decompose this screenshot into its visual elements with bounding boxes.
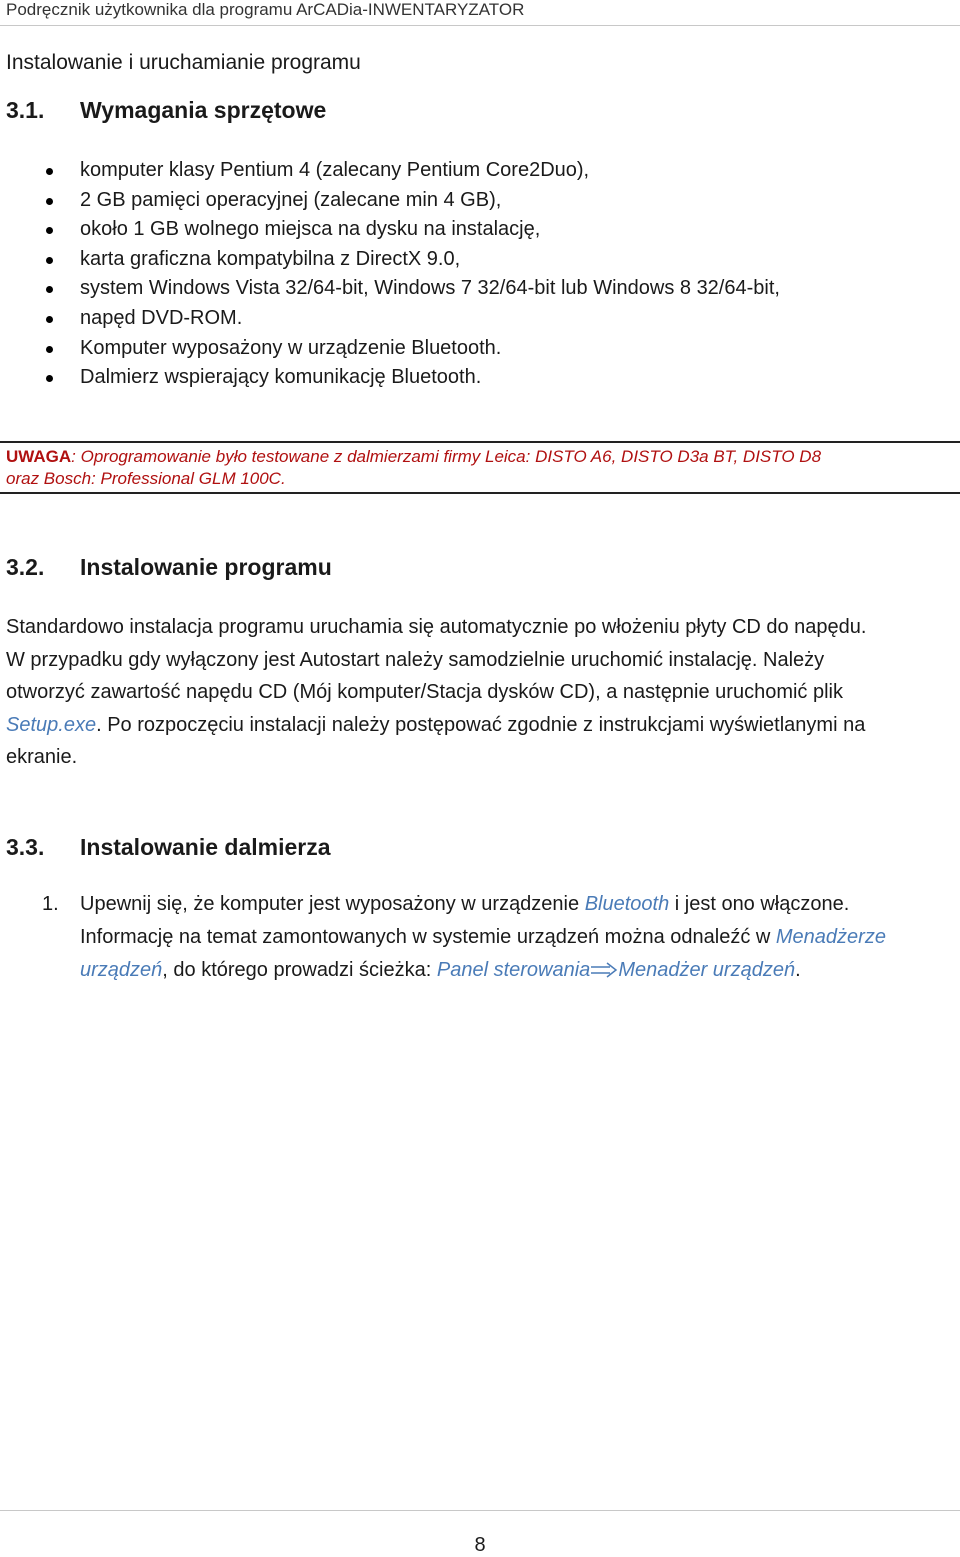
step-line: Upewnij się, że komputer jest wyposażony w urządzenie Bluetooth i jest ono włączone. bbox=[80, 893, 850, 915]
list-item: komputer klasy Pentium 4 (zalecany Pentium Core2Duo), bbox=[0, 156, 960, 186]
double-arrow-right-icon bbox=[590, 962, 618, 978]
control-panel-link[interactable]: Panel sterowania bbox=[436, 959, 591, 981]
section-heading-3-1 bbox=[6, 96, 906, 124]
section-heading-3-2 bbox=[6, 553, 906, 581]
list-item: napęd DVD-ROM. bbox=[0, 304, 960, 334]
step-line: urządzeń, do którego prowadzi ścieżka: Panel sterowania Menadżer urządzeń. bbox=[80, 959, 801, 981]
section-title: Wymagania sprzętowe bbox=[80, 97, 327, 123]
bullet-icon bbox=[46, 198, 53, 205]
requirements-list bbox=[0, 156, 960, 393]
bullet-icon bbox=[46, 346, 53, 353]
chapter-title: Instalowanie i uruchamianie programu bbox=[6, 51, 361, 74]
note-top-rule bbox=[0, 441, 960, 443]
section-title: Instalowanie programu bbox=[80, 554, 332, 580]
bullet-icon bbox=[46, 375, 53, 382]
device-manager-link-cont[interactable]: urządzeń bbox=[80, 959, 163, 981]
step-number: 1. bbox=[42, 893, 59, 915]
page-number: 8 bbox=[474, 1534, 486, 1556]
list-item: karta graficzna kompatybilna z DirectX 9.0, bbox=[0, 245, 960, 275]
note-label: UWAGA bbox=[6, 447, 72, 466]
note-line-1: UWAGA: Oprogramowanie było testowane z dalmierzami firmy Leica: DISTO A6, DISTO D3a BT, DISTO D8 bbox=[6, 447, 822, 466]
bluetooth-link[interactable]: Bluetooth bbox=[584, 893, 670, 915]
setup-exe-link[interactable]: Setup.exe bbox=[6, 713, 97, 736]
bullet-icon bbox=[46, 316, 53, 323]
bullet-icon bbox=[46, 286, 53, 293]
section-title: Instalowanie dalmierza bbox=[80, 834, 331, 860]
section-heading-3-3 bbox=[6, 833, 906, 861]
step-line: Informację na temat zamontowanych w systemie urządzeń można odnaleźć w Menadżerze bbox=[80, 926, 886, 948]
bullet-icon bbox=[46, 227, 53, 234]
list-item: 2 GB pamięci operacyjnej (zalecane min 4 GB), bbox=[0, 186, 960, 216]
list-item: Komputer wyposażony w urządzenie Bluetooth. bbox=[0, 334, 960, 364]
note-line-2: oraz Bosch: Professional GLM 100C. bbox=[6, 469, 286, 488]
install-paragraph: Standardowo instalacja programu uruchamia się automatycznie po włożeniu płyty CD do napędu. W przypadku gdy wyłączony jest Autostart należy samodzielnie uruchomić instalację. Należy otworzyć zawartość napędu CD (Mój komputer/Stacja dysków CD), a następnie uruchomić plik Setup.exe. Po rozpoczęciu instalacji należy postępować zgodnie z instrukcjami wyświetlanymi na ekranie. bbox=[6, 616, 867, 768]
note-bottom-rule bbox=[0, 492, 960, 494]
footer-divider bbox=[0, 1510, 960, 1511]
bullet-icon bbox=[46, 257, 53, 264]
device-manager-path-link[interactable]: Menadżer urządzeń bbox=[618, 959, 796, 981]
running-header: Podręcznik użytkownika dla programu ArCADia-INWENTARYZATOR bbox=[6, 0, 525, 19]
section-number: 3.3. bbox=[6, 834, 45, 860]
header-divider bbox=[0, 25, 960, 26]
list-item: Dalmierz wspierający komunikację Bluetooth. bbox=[0, 363, 960, 393]
list-item: system Windows Vista 32/64-bit, Windows 7 32/64-bit lub Windows 8 32/64-bit, bbox=[0, 274, 960, 304]
section-number: 3.2. bbox=[6, 554, 45, 580]
section-number: 3.1. bbox=[6, 97, 45, 123]
list-item: około 1 GB wolnego miejsca na dysku na instalację, bbox=[0, 215, 960, 245]
bullet-icon bbox=[46, 168, 53, 175]
device-manager-link[interactable]: Menadżerze bbox=[775, 926, 886, 948]
